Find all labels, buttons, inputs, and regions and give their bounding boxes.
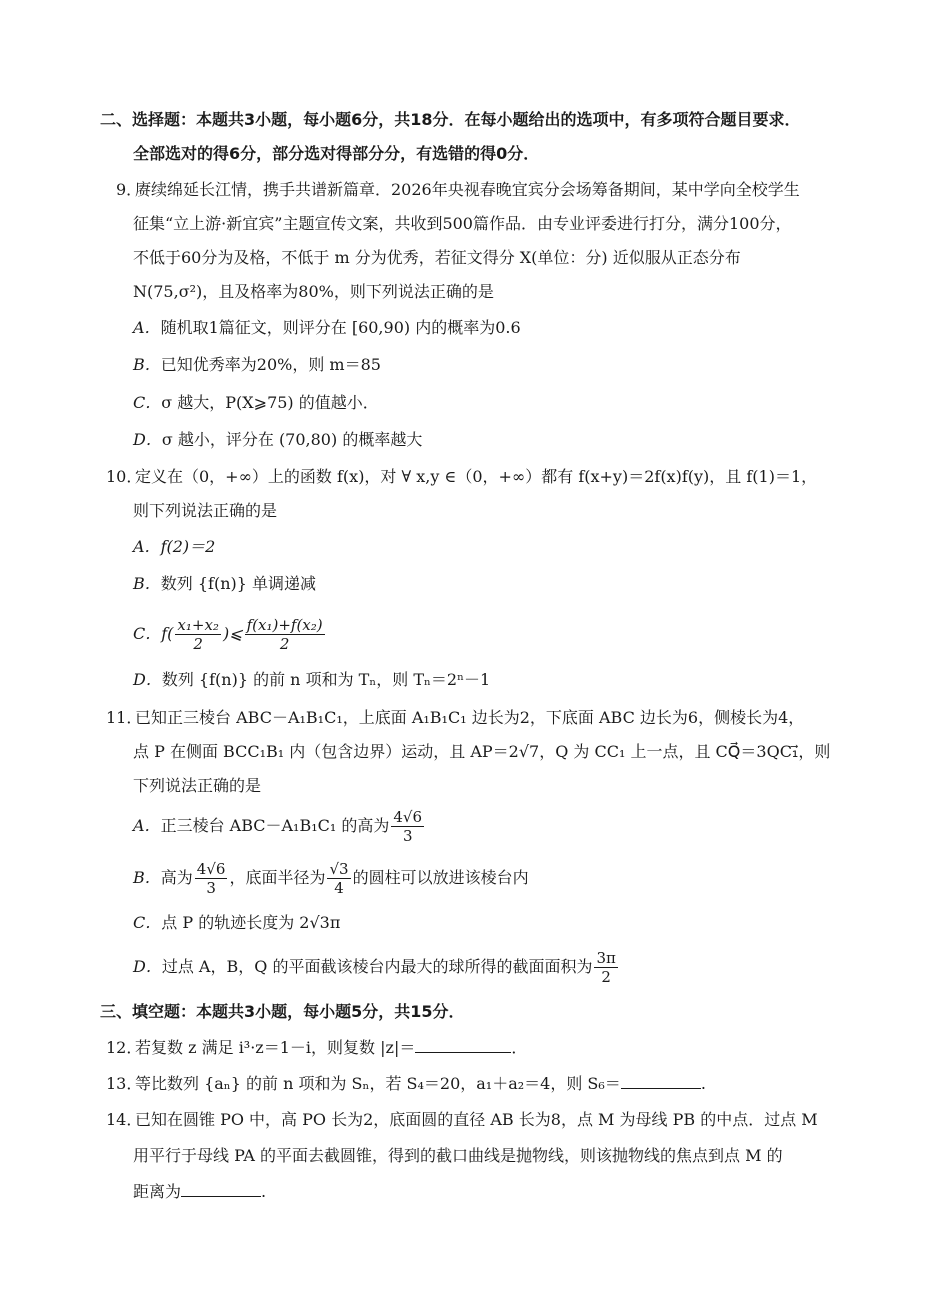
option-text: 高为 [160,868,193,887]
q9-option-d [133,428,422,452]
option-text: 点 P 的轨迹长度为 2√3π [161,913,341,932]
option-label: A． [133,537,161,556]
fraction-denominator: 3 [402,827,413,845]
q9-option-a [133,316,521,340]
fraction [175,616,221,653]
q13-text-pre: 等比数列 {aₙ} 的前 n 项和为 Sₙ，若 S₄＝20，a₁＋a₂＝4，则 S₆＝ [135,1074,621,1093]
fraction-numerator: 3π [596,949,616,967]
formula-part: f( [161,624,174,643]
q11-number: 11． [106,708,143,727]
q9-option-c [133,391,379,415]
fraction-numerator: 4√6 [196,860,226,878]
q10-text-line1: 定义在（0，+∞）上的函数 f(x)，对 ∀ x,y ∈（0，+∞）都有 f(x+y)＝2f(x)f(y)，且 f(1)＝1， [135,467,818,486]
option-label: B． [133,355,161,374]
option-text: f(2)＝2 [160,537,216,556]
q11-option-b [133,858,529,898]
section3-header: 三、填空题：本题共3小题，每小题5分，共15分． [100,1002,465,1021]
fraction-denominator: 2 [193,635,203,653]
option-text: 随机取1篇征文，则评分在 [60,90) 内的概率为0.6 [160,318,521,337]
fraction-denominator: 2 [601,968,611,986]
option-label: C． [133,393,162,412]
q13-number: 13． [106,1074,143,1093]
q11-text-line3: 下列说法正确的是 [133,776,262,795]
fraction-numerator: x₁+x₂ [177,616,219,634]
fraction [327,860,350,897]
option-text: 数列 {f(n)} 单调递减 [160,574,317,593]
option-text: ，底面半径为 [229,868,326,887]
q14-text-post: . [261,1182,267,1201]
fraction-numerator: f(x₁)+f(x₂) [246,616,323,634]
q12-text-post: ． [511,1038,528,1057]
option-label: A． [133,318,161,337]
q11-option-a [133,806,426,846]
option-label: A． [133,816,161,835]
option-text: σ 越小，评分在 (70,80) 的概率越大 [161,430,423,449]
q9-text-line2: 征集“立上游·新宜宾”主题宣传文案，共收到500篇作品．由专业评委进行打分，满分100分， [133,214,792,233]
option-text: σ 越大，P(X⩾75) 的值越小． [161,393,379,412]
option-label: C． [133,913,162,932]
q11-text-line2: 点 P 在侧面 BCC₁B₁ 内（包含边界）运动，且 AP＝2√7，Q 为 CC₁ 上一点，且 CQ⃗＝3QC₁⃗，则 [133,742,831,761]
fraction-denominator: 2 [279,635,290,653]
option-text: 数列 {f(n)} 的前 n 项和为 Tₙ，则 Tₙ＝2ⁿ－1 [161,670,491,689]
q9-text-line4: N(75,σ²)，且及格率为80%，则下列说法正确的是 [133,282,494,301]
fraction [391,808,424,845]
option-text: 的圆柱可以放进该棱台内 [352,868,529,887]
option-label: B． [133,868,161,887]
q14-text-line3 [133,1180,266,1204]
q9-text-line3: 不低于60分为及格，不低于 m 分为优秀，若征文得分 X(单位：分) 近似服从正态分布 [133,248,741,267]
option-label: C． [133,624,162,643]
section2-header-line1: 二、选择题：本题共3小题，每小题6分，共18分．在每小题给出的选项中，有多项符合题目要求． [100,110,801,129]
q13-answer-blank[interactable] [621,1072,701,1089]
q12-text [135,1036,527,1060]
option-label: B． [133,574,161,593]
q14-text-line1: 已知在圆锥 PO 中，高 PO 长为2，底面圆的直径 AB 长为8，点 M 为母线 PB 的中点．过点 M [135,1110,818,1129]
q9-option-b [133,353,381,377]
q14-text-line2: 用平行于母线 PA 的平面去截圆锥，得到的截口曲线是抛物线，则该抛物线的焦点到点 M 的 [133,1146,783,1165]
fraction-numerator: √3 [329,860,349,878]
q9-number: 9． [116,180,143,199]
option-text: 正三棱台 ABC－A₁B₁C₁ 的高为 [160,816,390,835]
fraction [594,949,617,986]
fraction-denominator: 3 [206,879,216,897]
formula-part: )⩽ [222,624,243,643]
q13-text-post: . [700,1074,706,1093]
q14-text-pre: 距离为 [133,1182,182,1201]
option-text: 已知优秀率为20%，则 m＝85 [160,355,381,374]
q10-option-d [133,668,490,692]
q12-text-pre: 若复数 z 满足 i³·z＝1－i，则复数 |z|＝ [135,1038,416,1057]
q14-answer-blank[interactable] [181,1180,261,1197]
q13-text [135,1072,706,1096]
option-label: D． [133,670,162,689]
section2-header-line2: 全部选对的得6分，部分选对得部分分，有选错的得0分． [133,144,540,163]
option-label: D． [133,957,162,976]
fraction-numerator: 4√6 [393,808,423,826]
q14-number: 14． [106,1110,143,1129]
q9-text-line1: 赓续绵延长江情，携手共谱新篇章．2026年央视春晚宜宾分会场筹备期间，某中学向全校学生 [135,180,800,199]
q10-option-c [133,614,327,654]
q10-option-b [133,572,316,596]
fraction-denominator: 4 [334,879,344,897]
q12-answer-blank[interactable] [415,1036,511,1053]
q12-number: 12． [106,1038,143,1057]
fraction [195,860,228,897]
q11-text-line1: 已知正三棱台 ABC－A₁B₁C₁，上底面 A₁B₁C₁ 边长为2，下底面 ABC 边长为6，侧棱长为4， [135,708,805,727]
q10-option-a [133,535,215,559]
option-text: 过点 A，B，Q 的平面截该棱台内最大的球所得的截面面积为 [161,957,593,976]
q11-option-d [133,947,620,987]
q10-number: 10． [106,467,143,486]
option-label: D． [133,430,162,449]
q10-text-line2: 则下列说法正确的是 [133,501,278,520]
fraction [245,616,325,653]
q11-option-c [133,911,340,935]
